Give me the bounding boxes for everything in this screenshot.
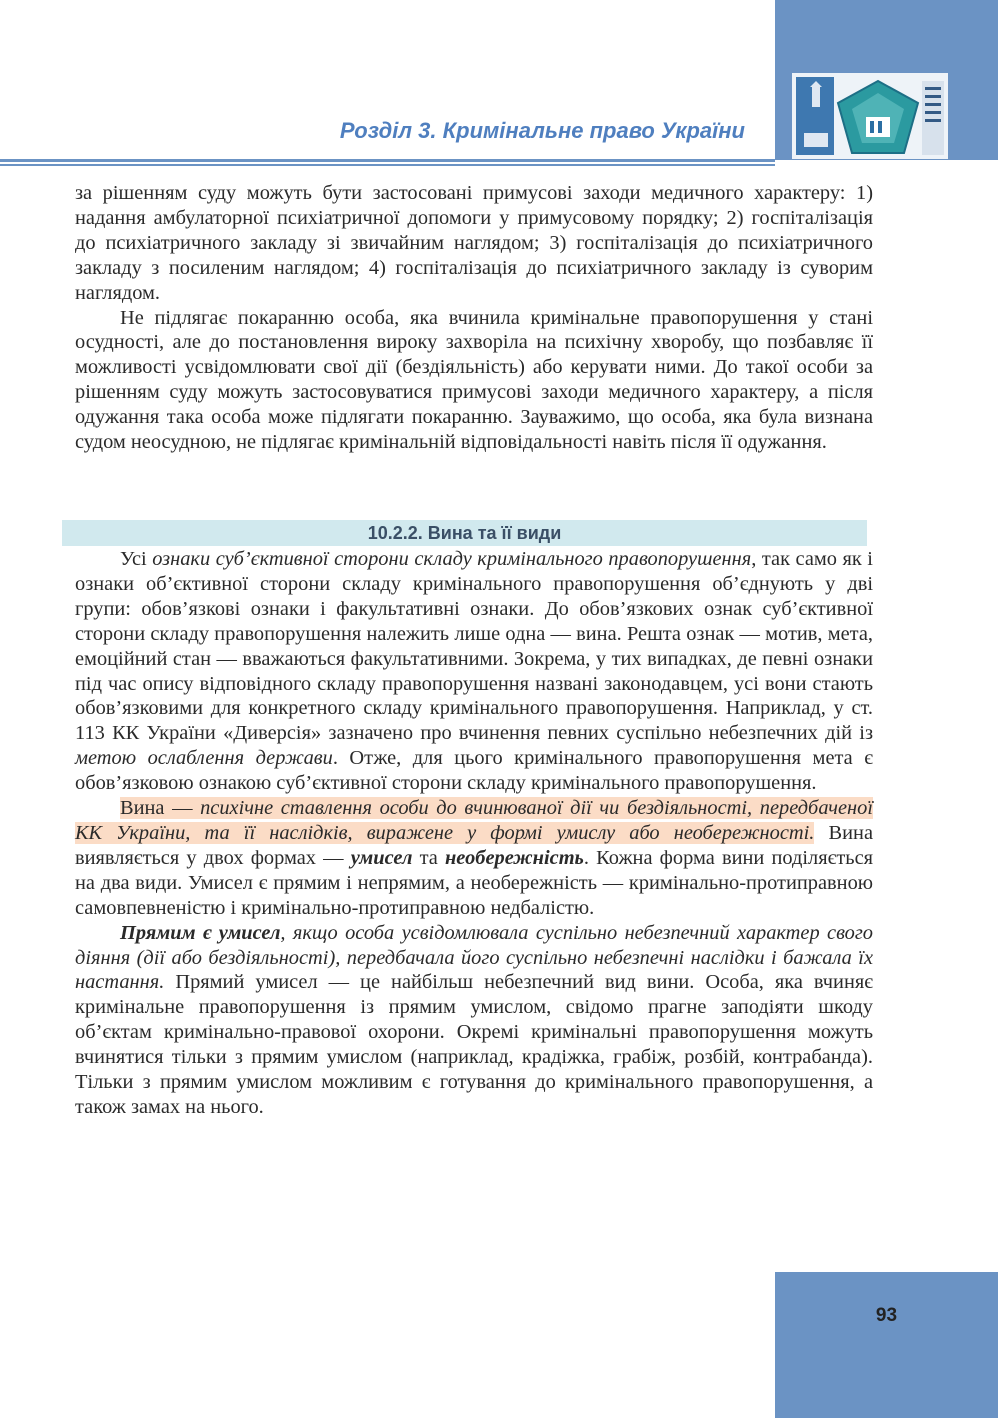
body-text-top (75, 181, 873, 455)
term-direct-intent: Прямим є умисел (120, 921, 281, 944)
term-intent: умисел (350, 846, 413, 869)
justice-emblem-icon (792, 73, 948, 159)
paragraph-subjective-side: Усі ознаки суб’єктивної сторони складу кримінального правопорушення, так само як і ознаки об’єктивної сторони складу кримінального правопорушення об’єднують у дві групи: обов’язкові ознаки і факультативні ознаки. До обов’язкових ознак суб’єктивної сторони складу правопорушення належить лише одна — вина. Решта ознак — мотив, мета, емоційний стан — вважаються факультативними. Зокрема, у тих випадках, де певні ознаки під час опису відповідного складу правопорушення названі законодавцем, усі вони стають обов’язковими для конкретного складу кримінального правопорушення. Наприклад, у ст. 113 КК України «Диверсія» зазначено про вчинення певних суспільно небезпечних дій із метою ослаблення держави. Отже, для цього кримінального правопорушення мета є обов’язковою ознакою суб’єктивної сторони складу кримінального правопорушення. (75, 548, 873, 795)
term-negligence: необережність (444, 846, 584, 869)
paragraph: Не підлягає покаранню особа, яка вчинила кримінальне правопорушення у стані осудності, але до постановлення вироку захворіла на психічну хворобу, що позбавляє її можливості усвідомлювати свої дії (бездіяльність) або керувати ними. До такої особи за рішенням суду можуть застосовуватися примусові заходи медичного характеру, а після одужання така особа може підлягати покаранню. Зауважимо, що особа, яка була визнана судом неосудною, не підлягає кримінальній відповідальності навіть після її одужання. (75, 306, 873, 454)
paragraph: за рішенням суду можуть бути застосовані примусові заходи медичного характеру: 1) надання амбулаторної психіатричної допомоги у примусовому порядку; 2) госпіталізація до психіатричного закладу зі звичайним наглядом; 3) госпіталізація до психіатричного закладу з посиленим наглядом; 4) госпіталізація до психіатричного закладу із суворим наглядом. (75, 182, 873, 304)
page-number: 93 (875, 1305, 898, 1326)
term-guilt: Вина (120, 797, 165, 820)
highlighted-definition: Вина — психічне ставлення особи до вчинюваної дії чи бездіяльності, передбаченої КК України, та її наслідків, виражене у формі умислу або необережності. (75, 797, 873, 844)
chapter-title: Розділ 3. Кримінальне право України (339, 118, 745, 143)
body-text-section (75, 547, 873, 1120)
section-heading: 10.2.2. Вина та її види (62, 520, 867, 546)
header-rule-thin (0, 164, 775, 166)
header-rule (0, 159, 775, 162)
paragraph-guilt-definition: Вина — психічне ставлення особи до вчинюваної дії чи бездіяльності, передбаченої КК України, та її наслідків, виражене у формі умислу або необережності. Вина виявляється у двох формах — умисел та необережність. Кожна форма вини поділяється на два види. Умисел є прямим і непрямим, а необережність — кримінально-протиправною самовпевненістю і кримінально-протиправною недбалістю. (75, 797, 874, 919)
footer-side-band (775, 1272, 998, 1418)
paragraph-direct-intent: Прямим є умисел, якщо особа усвідомлювала суспільно небезпечний характер свого діяння (дії або бездіяльності), передбачала його суспільно небезпечні наслідки і бажала їх настання. Прямий умисел — це найбільш небезпечний вид вини. Особа, яка вчиняє кримінальне правопорушення із прямим умислом, свідомо прагне заподіяти шкоду об’єктам кримінально-правової охорони. Окремі кримінальні правопорушення можуть вчинятися тільки з прямим умислом (наприклад, крадіжка, грабіж, розбій, контрабанда). Тільки з прямим умислом можливим є готування до кримінального правопорушення, а також замах на нього. (75, 921, 873, 1118)
